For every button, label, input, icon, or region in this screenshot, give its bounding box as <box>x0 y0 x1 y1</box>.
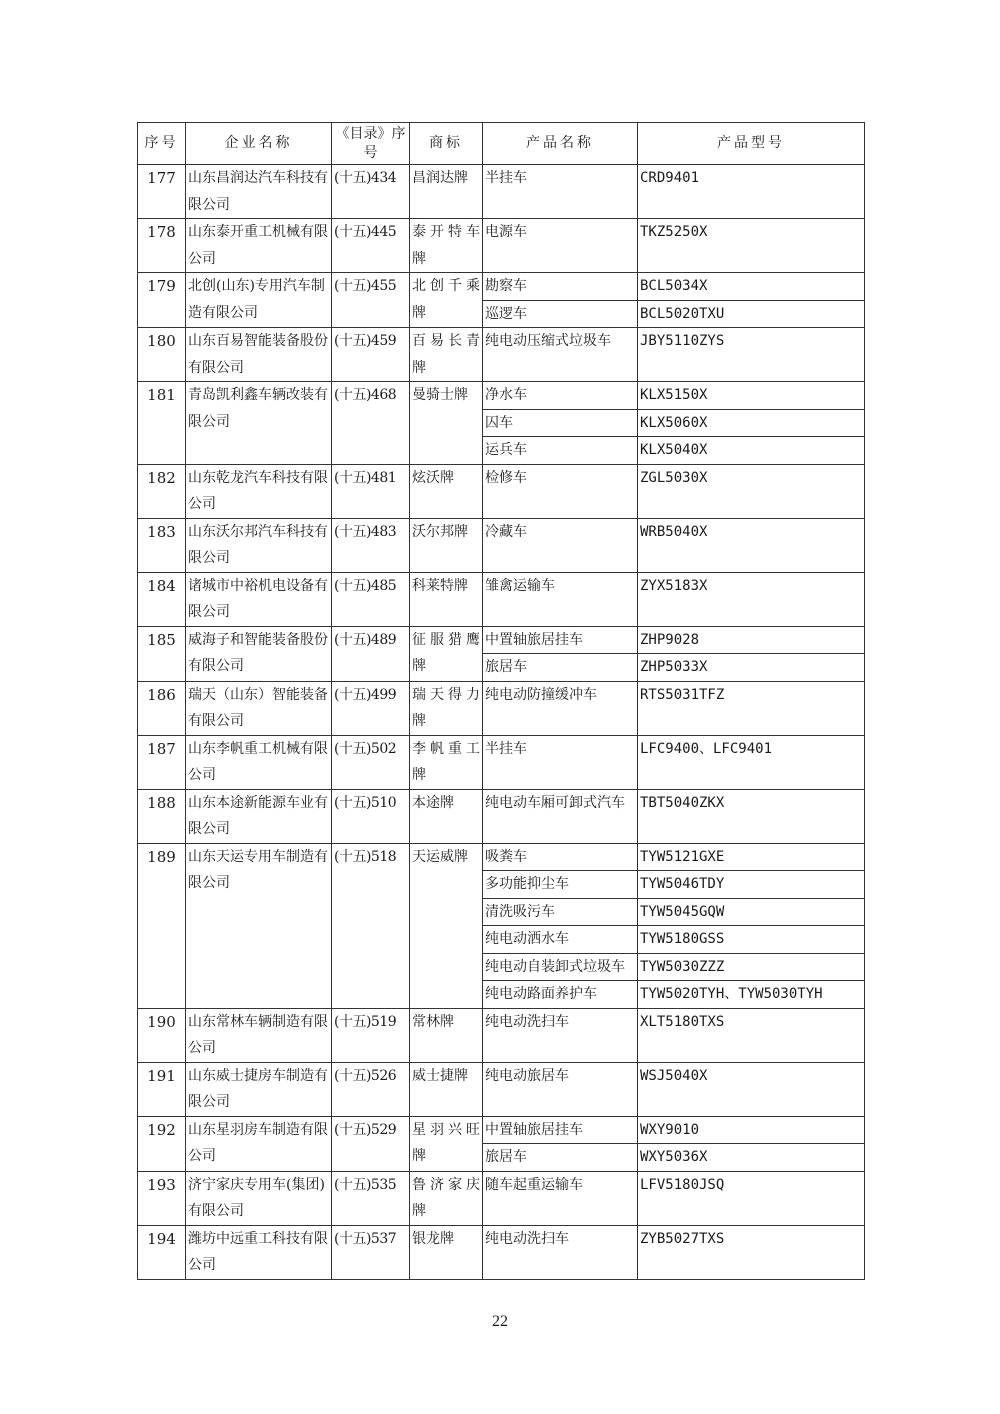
table-row <box>138 572 865 626</box>
cell-directory: (十五)529 <box>332 1116 410 1171</box>
cell-brand: 百易长青牌 <box>410 328 483 382</box>
cell-product-model: ZHP5033X <box>638 654 865 682</box>
cell-brand: 征服猎鹰牌 <box>410 626 483 681</box>
cell-product-model: ZYX5183X <box>638 572 865 626</box>
cell-product-name: 勘察车 <box>483 273 638 301</box>
cell-company: 山东常林车辆制造有限公司 <box>186 1008 332 1062</box>
cell-company: 山东昌润达汽车科技有限公司 <box>186 165 332 219</box>
cell-brand: 银龙牌 <box>410 1225 483 1279</box>
table-body <box>138 165 865 1280</box>
table-row <box>138 1008 865 1062</box>
vehicle-catalog-table <box>137 122 865 1280</box>
cell-product-model: TYW5121GXE <box>638 843 865 871</box>
cell-brand: 沃尔邦牌 <box>410 518 483 572</box>
cell-product-name: 旅居车 <box>483 1144 638 1172</box>
cell-company: 山东威士捷房车制造有限公司 <box>186 1062 332 1116</box>
table-row <box>138 1225 865 1279</box>
cell-directory: (十五)499 <box>332 681 410 735</box>
table-row <box>138 464 865 518</box>
cell-product-name: 电源车 <box>483 219 638 273</box>
cell-no: 189 <box>138 843 186 1008</box>
cell-no: 181 <box>138 382 186 465</box>
cell-product-name: 旅居车 <box>483 654 638 682</box>
cell-no: 190 <box>138 1008 186 1062</box>
cell-no: 187 <box>138 735 186 789</box>
cell-company: 济宁家庆专用车(集团)有限公司 <box>186 1171 332 1225</box>
cell-product-model: BCL5034X <box>638 273 865 301</box>
cell-product-name: 中置轴旅居挂车 <box>483 1116 638 1144</box>
cell-company: 山东天运专用车制造有限公司 <box>186 843 332 1008</box>
cell-no: 180 <box>138 328 186 382</box>
cell-company: 山东乾龙汽车科技有限公司 <box>186 464 332 518</box>
cell-product-model: ZGL5030X <box>638 464 865 518</box>
cell-directory: (十五)537 <box>332 1225 410 1279</box>
cell-product-model: RTS5031TFZ <box>638 681 865 735</box>
cell-product-model: LFV5180JSQ <box>638 1171 865 1225</box>
cell-company: 青岛凯利鑫车辆改装有限公司 <box>186 382 332 465</box>
table-row <box>138 518 865 572</box>
cell-company: 山东泰开重工机械有限公司 <box>186 219 332 273</box>
cell-product-model: JBY5110ZYS <box>638 328 865 382</box>
cell-product-model: TYW5020TYH、TYW5030TYH <box>638 981 865 1009</box>
table-row <box>138 1171 865 1225</box>
cell-product-name: 纯电动自装卸式垃圾车 <box>483 953 638 981</box>
cell-product-name: 清洗吸污车 <box>483 898 638 926</box>
cell-product-model: ZYB5027TXS <box>638 1225 865 1279</box>
header-product-name: 产品名称 <box>483 123 638 165</box>
cell-product-name: 运兵车 <box>483 437 638 465</box>
cell-directory: (十五)502 <box>332 735 410 789</box>
cell-brand: 北创千乘牌 <box>410 273 483 328</box>
cell-product-name: 雏禽运输车 <box>483 572 638 626</box>
cell-product-name: 半挂车 <box>483 735 638 789</box>
cell-brand: 瑞天得力牌 <box>410 681 483 735</box>
cell-no: 177 <box>138 165 186 219</box>
cell-product-name: 多功能抑尘车 <box>483 871 638 899</box>
cell-no: 188 <box>138 789 186 843</box>
cell-product-model: TYW5180GSS <box>638 926 865 954</box>
cell-product-model: TYW5045GQW <box>638 898 865 926</box>
cell-directory: (十五)483 <box>332 518 410 572</box>
cell-company: 潍坊中远重工科技有限公司 <box>186 1225 332 1279</box>
cell-company: 山东沃尔邦汽车科技有限公司 <box>186 518 332 572</box>
table-row <box>138 626 865 654</box>
cell-product-model: WXY9010 <box>638 1116 865 1144</box>
cell-directory: (十五)489 <box>332 626 410 681</box>
cell-product-name: 纯电动洗扫车 <box>483 1225 638 1279</box>
table-row <box>138 273 865 301</box>
table-row <box>138 382 865 410</box>
cell-product-model: KLX5150X <box>638 382 865 410</box>
cell-product-model: BCL5020TXU <box>638 300 865 328</box>
cell-product-model: TKZ5250X <box>638 219 865 273</box>
cell-no: 186 <box>138 681 186 735</box>
header-product-model: 产品型号 <box>638 123 865 165</box>
cell-no: 191 <box>138 1062 186 1116</box>
table-row <box>138 681 865 735</box>
cell-product-model: TBT5040ZKX <box>638 789 865 843</box>
cell-product-name: 检修车 <box>483 464 638 518</box>
cell-no: 184 <box>138 572 186 626</box>
cell-directory: (十五)485 <box>332 572 410 626</box>
cell-brand: 科莱特牌 <box>410 572 483 626</box>
cell-product-name: 纯电动车厢可卸式汽车 <box>483 789 638 843</box>
cell-company: 山东本途新能源车业有限公司 <box>186 789 332 843</box>
cell-product-model: KLX5060X <box>638 409 865 437</box>
cell-product-name: 半挂车 <box>483 165 638 219</box>
cell-company: 山东百易智能装备股份有限公司 <box>186 328 332 382</box>
cell-company: 威海子和智能装备股份有限公司 <box>186 626 332 681</box>
cell-product-name: 纯电动压缩式垃圾车 <box>483 328 638 382</box>
cell-brand: 昌润达牌 <box>410 165 483 219</box>
cell-directory: (十五)519 <box>332 1008 410 1062</box>
cell-product-name: 中置轴旅居挂车 <box>483 626 638 654</box>
cell-product-name: 纯电动洗扫车 <box>483 1008 638 1062</box>
cell-product-name: 纯电动旅居车 <box>483 1062 638 1116</box>
table-row <box>138 165 865 219</box>
cell-brand: 星羽兴旺牌 <box>410 1116 483 1171</box>
cell-product-name: 巡逻车 <box>483 300 638 328</box>
cell-brand: 天运威牌 <box>410 843 483 1008</box>
cell-brand: 常林牌 <box>410 1008 483 1062</box>
cell-no: 194 <box>138 1225 186 1279</box>
cell-product-name: 冷藏车 <box>483 518 638 572</box>
header-no: 序号 <box>138 123 186 165</box>
cell-directory: (十五)481 <box>332 464 410 518</box>
cell-company: 诸城市中裕机电设备有限公司 <box>186 572 332 626</box>
cell-product-model: TYW5030ZZZ <box>638 953 865 981</box>
cell-directory: (十五)459 <box>332 328 410 382</box>
cell-directory: (十五)468 <box>332 382 410 465</box>
cell-directory: (十五)434 <box>332 165 410 219</box>
cell-product-model: WRB5040X <box>638 518 865 572</box>
table-row <box>138 328 865 382</box>
cell-brand: 鲁济家庆牌 <box>410 1171 483 1225</box>
cell-product-name: 净水车 <box>483 382 638 410</box>
cell-product-name: 随车起重运输车 <box>483 1171 638 1225</box>
cell-product-model: LFC9400、LFC9401 <box>638 735 865 789</box>
cell-product-name: 囚车 <box>483 409 638 437</box>
cell-brand: 曼骑士牌 <box>410 382 483 465</box>
cell-directory: (十五)445 <box>332 219 410 273</box>
cell-product-name: 吸粪车 <box>483 843 638 871</box>
cell-no: 178 <box>138 219 186 273</box>
header-row <box>138 123 865 165</box>
cell-product-model: WXY5036X <box>638 1144 865 1172</box>
cell-directory: (十五)510 <box>332 789 410 843</box>
table-row <box>138 735 865 789</box>
cell-company: 山东李帆重工机械有限公司 <box>186 735 332 789</box>
cell-directory: (十五)535 <box>332 1171 410 1225</box>
cell-product-name: 纯电动防撞缓冲车 <box>483 681 638 735</box>
cell-product-name: 纯电动路面养护车 <box>483 981 638 1009</box>
cell-product-model: XLT5180TXS <box>638 1008 865 1062</box>
header-directory: 《目录》序号 <box>332 123 410 165</box>
cell-brand: 炫沃牌 <box>410 464 483 518</box>
cell-brand: 本途牌 <box>410 789 483 843</box>
cell-no: 179 <box>138 273 186 328</box>
cell-product-model: WSJ5040X <box>638 1062 865 1116</box>
table-row <box>138 1062 865 1116</box>
table-row <box>138 219 865 273</box>
header-brand: 商标 <box>410 123 483 165</box>
cell-directory: (十五)518 <box>332 843 410 1008</box>
header-company: 企业名称 <box>186 123 332 165</box>
cell-no: 185 <box>138 626 186 681</box>
cell-brand: 威士捷牌 <box>410 1062 483 1116</box>
page-number: 22 <box>492 1313 508 1330</box>
cell-product-model: ZHP9028 <box>638 626 865 654</box>
cell-company: 北创(山东)专用汽车制造有限公司 <box>186 273 332 328</box>
cell-no: 193 <box>138 1171 186 1225</box>
table-row <box>138 789 865 843</box>
cell-no: 192 <box>138 1116 186 1171</box>
table-row <box>138 843 865 871</box>
cell-product-model: TYW5046TDY <box>638 871 865 899</box>
cell-product-model: CRD9401 <box>638 165 865 219</box>
cell-brand: 泰开特车牌 <box>410 219 483 273</box>
cell-no: 183 <box>138 518 186 572</box>
cell-product-name: 纯电动洒水车 <box>483 926 638 954</box>
cell-no: 182 <box>138 464 186 518</box>
cell-product-model: KLX5040X <box>638 437 865 465</box>
cell-company: 山东星羽房车制造有限公司 <box>186 1116 332 1171</box>
cell-brand: 李帆重工牌 <box>410 735 483 789</box>
cell-company: 瑞天（山东）智能装备有限公司 <box>186 681 332 735</box>
table-row <box>138 1116 865 1144</box>
cell-directory: (十五)455 <box>332 273 410 328</box>
cell-directory: (十五)526 <box>332 1062 410 1116</box>
